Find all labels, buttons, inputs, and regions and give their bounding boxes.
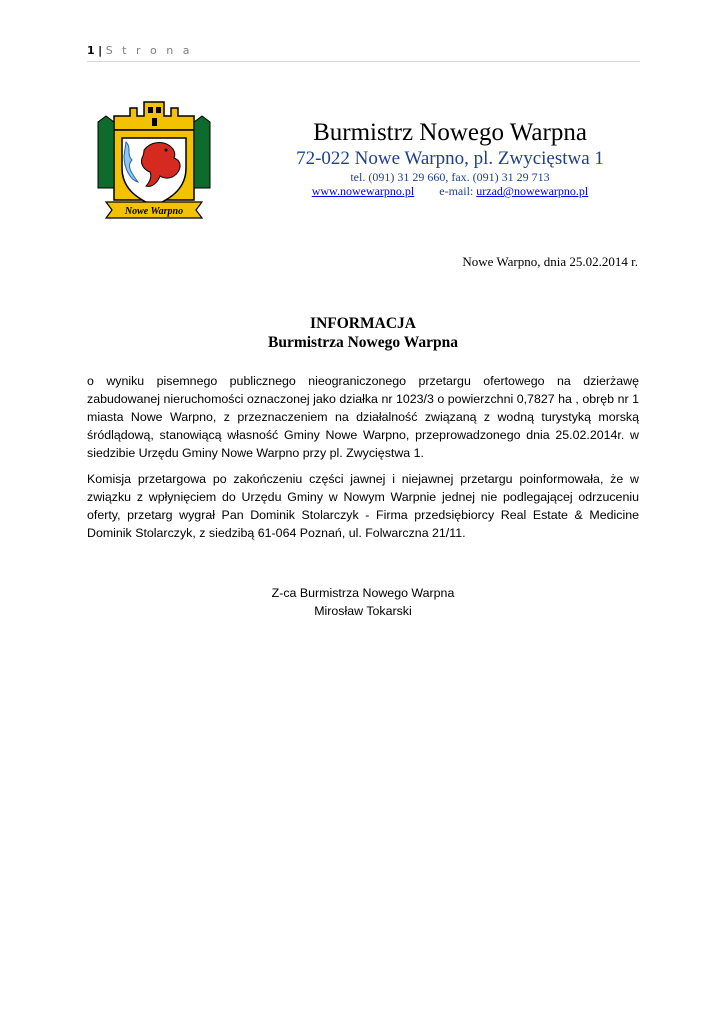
body-paragraph-2: Komisja przetargowa po zakończeniu części jawnej i niejawnej przetargu poinformowała, że w związku z wpłynięciem do Urzędu Gminy w Nowym Warpnie jednej nie podlegającej odrzuceniu oferty, przetarg wygrał Pan Dominik Stolarczyk - Firma przedsiębiorcy Real Estate & Medicine Dominik Stolarczyk, z siedzibą 61-064 Poznań, ul. Folwarczna 21/11.: [87, 472, 639, 540]
page-number: 1: [87, 44, 95, 57]
email-link[interactable]: urzad@nowewarpno.pl: [476, 184, 589, 198]
document-date: Nowe Warpno, dnia 25.02.2014 r.: [462, 254, 638, 269]
crest-banner-text: Nowe Warpno: [124, 206, 184, 217]
document-body: [87, 372, 639, 550]
page-label: S t r o n a: [105, 44, 193, 57]
letterhead-address: 72-022 Nowe Warpno, pl. Zwycięstwa 1: [296, 148, 604, 169]
document-heading: [87, 314, 639, 352]
website-link[interactable]: www.nowewarpno.pl: [311, 184, 415, 198]
letterhead: [230, 118, 670, 198]
body-paragraph-1: o wyniku pisemnego publicznego nieograniczonego przetargu ofertowego na dzierżawę zabudowanej nieruchomości oznaczonej jako działka nr 1023/3 o powierzchni 0,7827 ha , obręb nr 1 miasta Nowe Warpno, z przeznaczeniem na działalność związaną z wodną turystyką morską śródlądową, stanowiącą własność Gminy Nowe Warpno, przeprowadzonego dnia 25.02.2014r. w siedzibie Urzędu Gminy Nowe Warpno przy pl. Zwycięstwa 1.: [87, 374, 639, 460]
coat-of-arms-logo: [96, 98, 212, 228]
signature-title: Z-ca Burmistrza Nowego Warpna: [271, 586, 455, 600]
header-divider: [87, 61, 640, 62]
email-label: e-mail:: [439, 184, 474, 198]
letterhead-title: Burmistrz Nowego Warpna: [313, 119, 587, 146]
signature-block: [87, 584, 639, 620]
letterhead-contact: tel. (091) 31 29 660, fax. (091) 31 29 713: [350, 170, 550, 184]
heading-subtitle: Burmistrza Nowego Warpna: [267, 334, 458, 351]
page-separator: |: [98, 44, 103, 57]
page-header: [87, 44, 639, 57]
heading-title: INFORMACJA: [310, 315, 416, 332]
letterhead-links: [230, 184, 670, 198]
signature-name: Mirosław Tokarski: [314, 604, 412, 618]
